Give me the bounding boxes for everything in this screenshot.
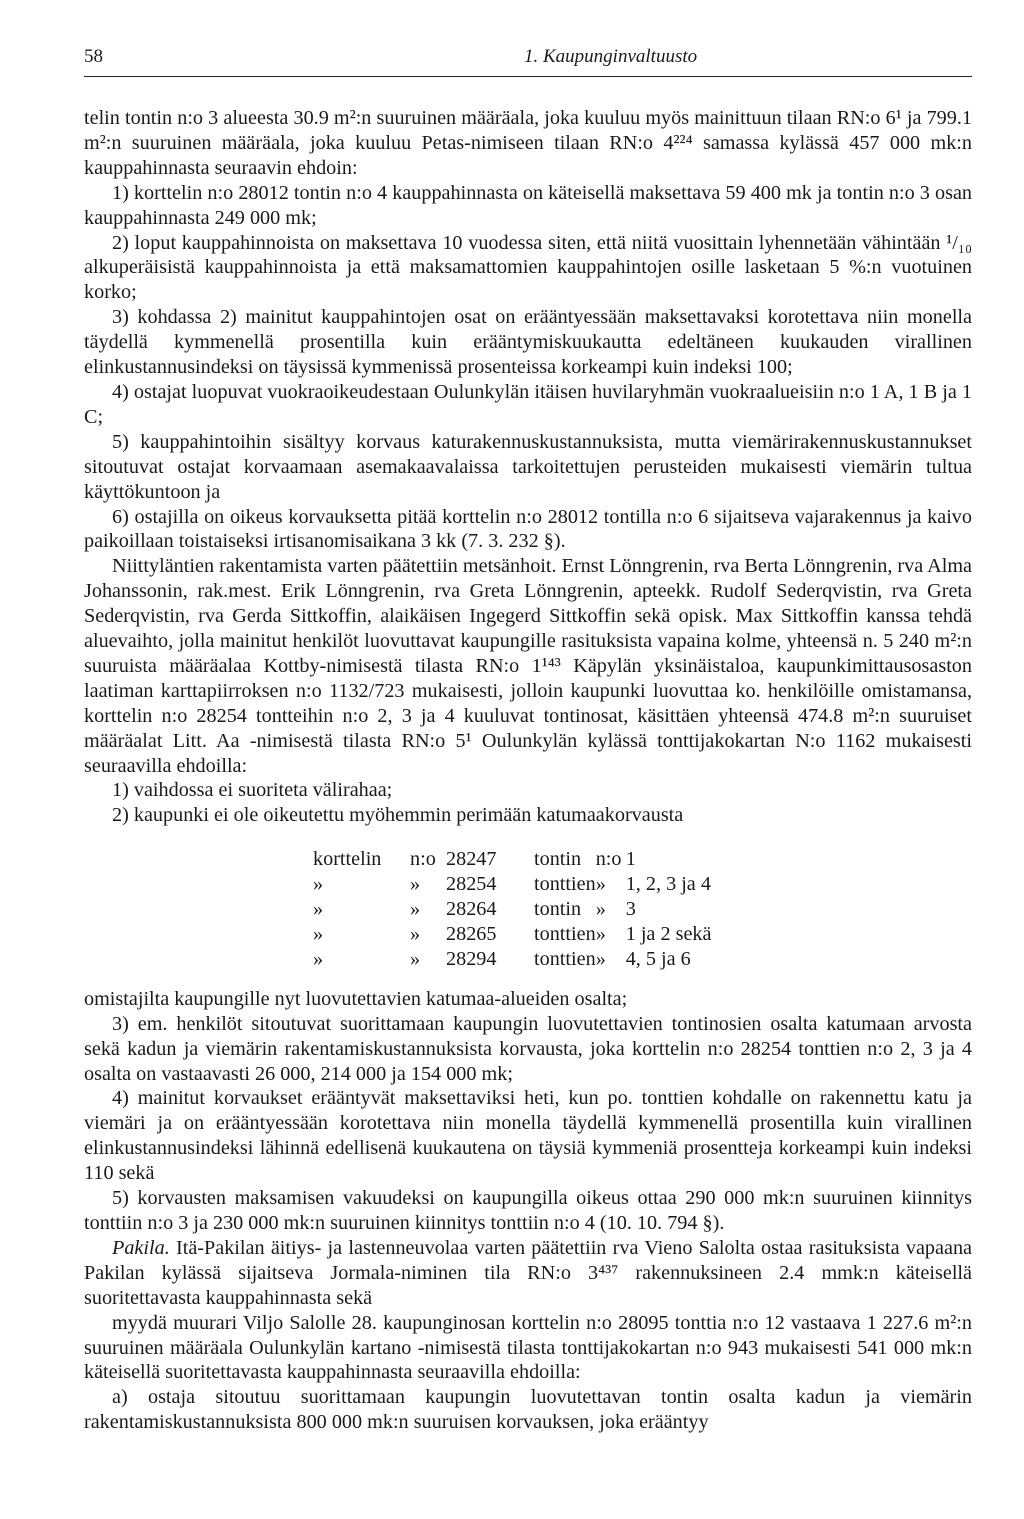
table-cell: n:o (595, 848, 622, 871)
table-cell: 28264 (446, 898, 497, 921)
table-cell: 1 (625, 848, 636, 871)
paragraph: 4) mainitut korvaukset erääntyvät maksettaviksi heti, kun po. tonttien kohdalle on rakennettu katu ja viemäri ja on erääntyessään korotettava niin monella täydellä kymmenellä prosentilla kuin virallinen elinkustannusindeksi lähinnä edellisenä kuukautena on täysiä kymmeniä prosentteja korkeampi kuin indeksi 110 sekä (84, 1087, 972, 1185)
table-cell: » (595, 947, 606, 970)
table-cell: 1 ja 2 sekä (625, 923, 712, 945)
paragraph: telin tontin n:o 3 alueesta 30.9 m²:n suuruinen määräala, joka kuuluu myös mainittuun tilaan RN:o 6¹ ja 799.1 m²:n suuruinen määräala, joka kuuluu Petas-nimiseen tilaan RN:o 4²²⁴ samassa kylässä 457 000 mk:n kauppahinnasta seuraavin ehdoin: (84, 107, 972, 179)
paragraph: myydä muurari Viljo Salolle 28. kaupunginosan korttelin n:o 28095 tonttia n:o 12 vastaava 1 227.6 m²:n suuruinen määräala Oulunkylän kartano -nimisestä tilasta tonttijakokartan n:o 943 mukaisesti 541 000 mk:n käteisellä suoritettavasta kauppahinnasta seuraavilla ehdoilla: (84, 1311, 972, 1384)
paragraph: 2) loput kauppahinnoista on maksettava 10 vuodessa siten, että niitä vuosittain lyhennetään vähintään ¹/₁₀ alkuperäisistä kauppahinnoista ja että maksamattomien kauppahintojen osille lasketaan 5 %:n vuotuinen korko; (84, 231, 972, 304)
paragraph-text: Itä-Pakilan äitiys- ja lastenneuvolaa varten päätettiin rva Vieno Salolta ostaa rasituksista vapaana Pakilan kylässä sijaitseva Jormala-niminen tila RN:o 3⁴³⁷ rakennuksineen 2.4 mmk:n käteisellä suoritettavasta kauppahinnasta sekä (84, 1236, 972, 1309)
paragraph: omistajilta kaupungille nyt luovutettavien katumaa-alueiden osalta; (84, 987, 628, 1010)
table-cell: » (313, 947, 324, 970)
table-row (84, 872, 711, 897)
table-row (84, 897, 711, 922)
table-cell: 28265 (446, 923, 497, 945)
page-number: 58 (84, 46, 103, 67)
paragraph: 3) em. henkilöt sitoutuvat suorittamaan kaupungin luovutettavien tontinosien osalta katumaan arvosta sekä kadun ja viemärin rakentamiskustannuksista korvausta, joka korttelin n:o 28254 tonttien n:o 2, 3 ja 4 osalta on vastaavasti 26 000, 214 000 ja 154 000 mk; (84, 1012, 972, 1085)
paragraph-pakila (84, 1236, 972, 1311)
table-cell: 1, 2, 3 ja 4 (625, 873, 711, 896)
table-cell: korttelin (313, 848, 382, 871)
table-row (84, 922, 711, 947)
table-cell: » (595, 873, 606, 896)
table-cell: 28294 (446, 947, 497, 970)
table-row (84, 947, 711, 972)
table-cell: » (595, 898, 606, 921)
table-cell: » (313, 873, 324, 896)
table-cell: » (595, 923, 606, 945)
table-cell: » (313, 923, 324, 945)
table-cell: 28254 (446, 873, 497, 896)
paragraph: 6) ostajilla on oikeus korvauksetta pitää korttelin n:o 28012 tontilla n:o 6 sijaitseva vajarakennus ja kaivo paikoillaan toistaiseksi irtisanomisaikana 3 kk (7. 3. 232 §). (84, 505, 972, 553)
table-cell: 28247 (446, 848, 497, 871)
paragraph: 3) kohdassa 2) mainitut kauppahintojen osat on erääntyessään maksettavaksi korotettava niin monella täydellä kymmenellä prosentilla kuin erääntymiskuukautta edeltäneen kuukauden virallinen elinkustannusindeksi on täysissä kymmenissä prosenteissa korkeampi kuin indeksi 100; (84, 306, 972, 379)
table-cell: » (410, 873, 421, 896)
page-header (84, 42, 972, 77)
table-cell: tontin (534, 848, 582, 871)
table-cell: n:o (410, 848, 436, 871)
paragraph: a) ostaja sitoutuu suorittamaan kaupungin luovutettavan tontin osalta kadun ja viemärin rakentamiskustannuksista 800 000 mk:n suuruisen korvauksen, joka erääntyy (84, 1386, 972, 1434)
table-cell: » (410, 923, 421, 945)
section-heading-pakila: Pakila. (112, 1236, 170, 1259)
paragraph: 1) vaihdossa ei suoriteta välirahaa; (112, 779, 393, 802)
table-cell: 4, 5 ja 6 (625, 947, 691, 970)
page-body (84, 106, 972, 1435)
table-cell: » (410, 898, 421, 921)
table-cell: tontin (534, 898, 582, 921)
table-cell: tonttien (534, 923, 596, 945)
table-row (84, 847, 711, 872)
paragraph: 1) korttelin n:o 28012 tontin n:o 4 kauppahinnasta on käteisellä maksettava 59 400 mk ja tontin n:o 3 osan kauppahinnasta 249 000 mk; (84, 181, 972, 229)
table-cell: » (313, 898, 324, 921)
table-cell: » (410, 947, 421, 970)
paragraph: 4) ostajat luopuvat vuokraoikeudestaan Oulunkylän itäisen huvilaryhmän vuokraalueisiin n:o 1 A, 1 B ja 1 C; (84, 380, 972, 428)
paragraph: 2) kaupunki ei ole oikeutettu myöhemmin perimään katumaakorvausta (112, 804, 684, 827)
table-cell: 3 (625, 898, 636, 921)
running-title: 1. Kaupunginvaltuusto (524, 46, 698, 67)
paragraph: Niittyläntien rakentamista varten päätettiin metsänhoit. Ernst Lönngrenin, rva Berta Lönngrenin, rva Alma Johanssonin, rak.mest. Erik Lönngrenin, rva Greta Lönngrenin, apteekk. Rudolf Sederqvistin, rva Greta Sederqvistin, rva Gerda Sittkoffin, alaikäisen Ingegerd Sittkoffin sekä opisk. Max Sittkoffin kanssa tehdä aluevaihto, jolla mainitut henkilöt luovuttavat kaupungille rasituksista vapaina kolme, yhteensä n. 5 240 m²:n suuruista määräalaa Kottby-nimisestä tilasta RN:o 1¹⁴³ Käpylän yksinäistaloa, kaupunkimittausosaston laatiman karttapiirroksen n:o 1132/723 mukaisesti, jolloin kaupunki luovuttaa ko. henkilöille omistamansa, korttelin n:o 28254 tontteihin n:o 2, 3 ja 4 kuuluvat tontinosat, käsittäen yhteensä 474.8 m²:n suuruiset määräalat Litt. Aa -nimisestä tilasta RN:o 5¹ Oulunkylän kylässä tonttijakokartan N:o 1162 mukaisesti seuraavilla ehdoilla: (84, 555, 972, 777)
plot-table (84, 847, 711, 972)
paragraph: 5) korvausten maksamisen vakuudeksi on kaupungilla oikeus ottaa 290 000 mk:n suuruinen kiinnitys tonttiin n:o 3 ja 230 000 mk:n suuruinen kiinnitys tonttiin n:o 4 (10. 10. 794 §). (84, 1187, 972, 1234)
paragraph: 5) kauppahintoihin sisältyy korvaus katurakennuskustannuksista, mutta viemärirakennuskustannukset sitoutuvat ostajat korvaamaan asemakaavalaissa tarkoitettujen perusteiden mukaisesti viemärin tultua käyttökuntoon ja (84, 430, 972, 503)
table-cell: tonttien (534, 947, 596, 970)
table-cell: tonttien (534, 873, 596, 896)
